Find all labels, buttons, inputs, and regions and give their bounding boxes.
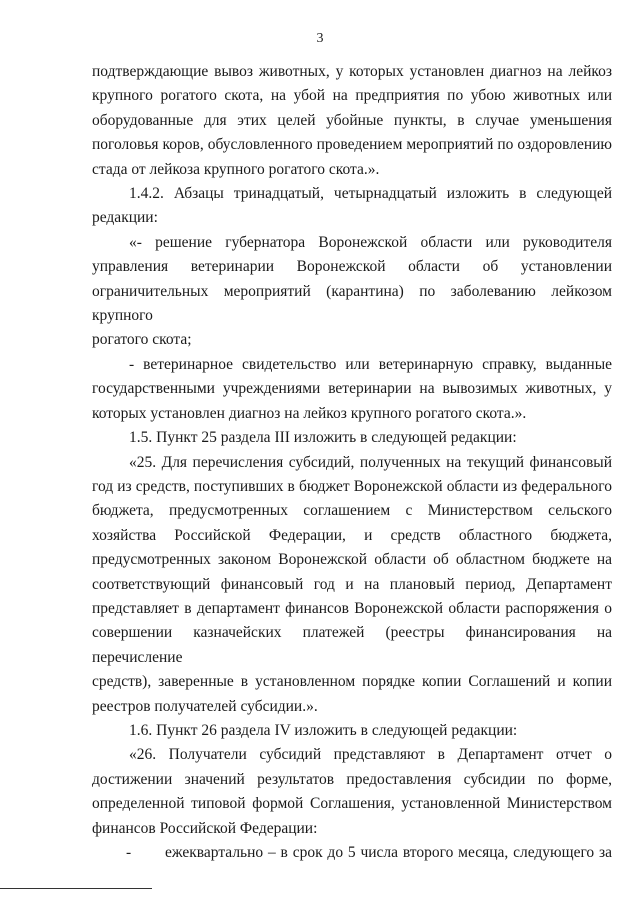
text-line: бюджета, предусмотренных соглашением с Министерством сельского — [92, 502, 612, 520]
text-line: определенной типовой формой Соглашения, установленной Министерством — [92, 795, 612, 813]
text-line: «- решение губернатора Воронежской области или руководителя — [129, 233, 612, 251]
document-body — [92, 60, 612, 865]
paragraph-1-6 — [92, 719, 612, 743]
text-line: оборудованные для этих целей убойные пункты, в случае уменьшения — [92, 111, 612, 129]
text-line: совершении казначейских платежей (реестры финансирования на перечисление — [92, 624, 612, 666]
paragraph-1-5 — [92, 426, 612, 450]
list-item-text: ежеквартально – в срок до 5 числа второго месяца, следующего за — [165, 844, 612, 861]
text-line: которых установлен диагноз на лейкоз крупного рогатого скота.». — [92, 404, 527, 422]
paragraph-vet-certificate — [92, 353, 612, 426]
text-line: «26. Получатели субсидий представляют в Департамент отчет о — [129, 746, 612, 764]
text-line: государственными учреждениями ветеринарии на вывозимых животных, у — [92, 380, 612, 398]
text-line: предусмотренных законом Воронежской области об областном бюджете на — [92, 551, 612, 569]
list-dash: - — [126, 844, 132, 861]
text-line: управления ветеринарии Воронежской области об установлении — [92, 258, 612, 276]
paragraph-1-4-2 — [92, 182, 612, 231]
text-line: ограничительных мероприятий (карантина) по заболеванию лейкозом крупного — [92, 282, 612, 325]
text-line: год из средств, поступивших в бюджет Воронежской области из федерального — [92, 477, 612, 495]
text-line: достижении значений результатов предоставления субсидии по форме, — [92, 770, 612, 788]
text-line: крупного рогатого скота, на убой на предприятия по убою животных или — [92, 87, 612, 105]
paragraph-continuation — [92, 60, 612, 182]
paragraph-point-26 — [92, 743, 612, 841]
text-line: поголовья коров, обусловленного проведением мероприятий по оздоровлению — [92, 136, 612, 154]
text-line: 1.5. Пункт 25 раздела III изложить в следующей редакции: — [129, 429, 517, 447]
paragraph-point-25 — [92, 451, 612, 719]
list-item-quarterly — [92, 841, 612, 865]
text-line: подтверждающие вывоз животных, у которых установлен диагноз на лейкоз — [92, 63, 612, 80]
footnote-divider — [0, 888, 152, 889]
text-line: финансов Российской Федерации: — [92, 819, 318, 837]
text-line: представляет в департамент финансов Воронежской области распоряжения о — [92, 599, 612, 617]
text-line: хозяйства Российской Федерации, и средств областного бюджета, — [92, 526, 612, 544]
text-line: соответствующий финансовый год и на плановый период, Департамент — [92, 575, 612, 593]
text-line: реестров получателей субсидии.». — [92, 697, 318, 715]
text-line: 1.4.2. Абзацы тринадцатый, четырнадцатый изложить в следующей — [129, 185, 612, 203]
text-line: 1.6. Пункт 26 раздела IV изложить в следующей редакции: — [129, 721, 518, 739]
paragraph-quote-decision — [92, 231, 612, 353]
text-line: рогатого скота; — [92, 331, 192, 349]
text-line: средств), заверенные в установленном порядке копии Соглашений и копии — [92, 673, 612, 691]
page-number: 3 — [316, 31, 324, 46]
text-line: редакции: — [92, 209, 158, 227]
text-line: - ветеринарное свидетельство или ветеринарную справку, выданные — [129, 355, 612, 373]
text-line: «25. Для перечисления субсидий, полученных на текущий финансовый — [129, 453, 612, 471]
text-line: стада от лейкоза крупного рогатого скота.». — [92, 160, 380, 178]
